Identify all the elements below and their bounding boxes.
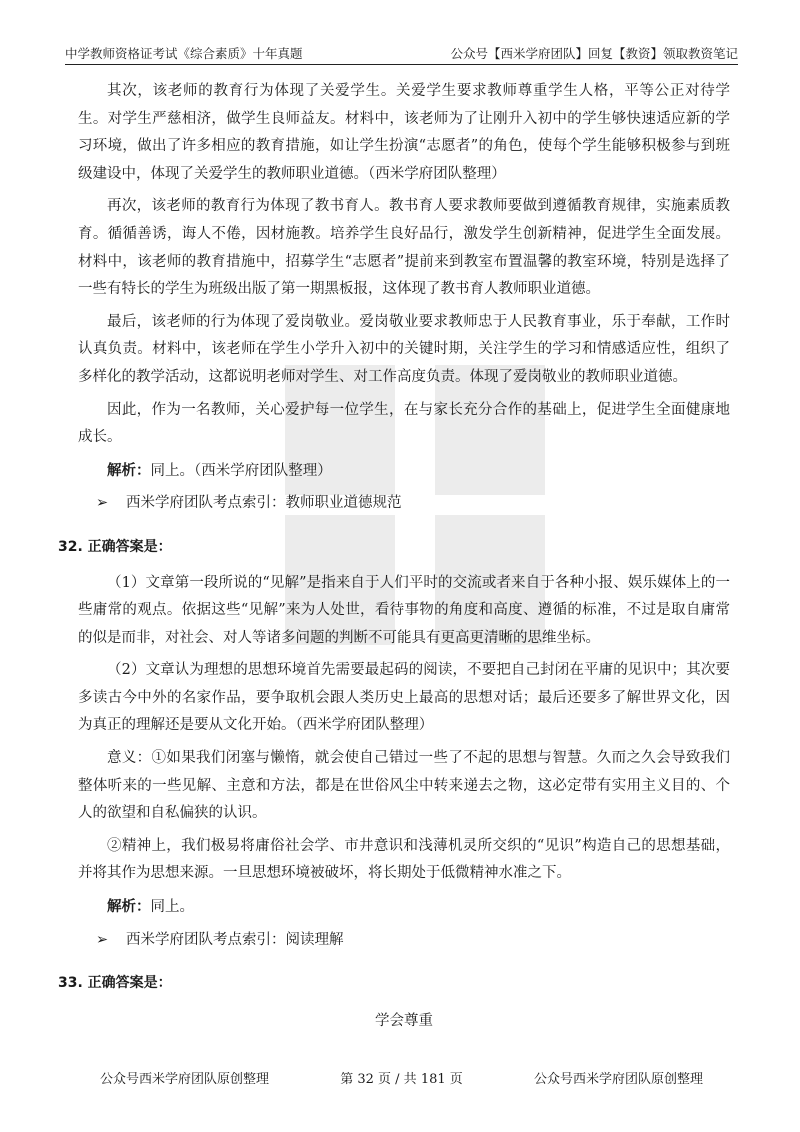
index-bullet (78, 490, 730, 518)
paragraph: 因此，作为一名教师，关心爱护每一位学生，在与家长充分合作的基础上，促进学生全面健康地成长。 (78, 401, 730, 446)
analysis-line (78, 893, 730, 922)
paragraph: （1）文章第一段所说的“见解”是指来自于人们平时的交流或者来自于各种小报、娱乐媒体上的一些庸常的观点。依据这些“见解”来为人处世，看待事物的角度和高度、遵循的标准，不过是取自庸常的似是而非，对社会、对人等诸多问题的判断不可能具有更高更清晰的思维坐标。 (78, 574, 730, 646)
header-right-notice: 公众号【西米学府团队】回复【教资】领取教资笔记 (450, 46, 738, 61)
paragraph: ②精神上，我们极易将庸俗社会学、市井意识和浅薄机灵所交织的“见识”构造自己的思想基础，并将其作为思想来源。一旦思想环境被破坏，将长期处于低微精神水准之下。 (78, 837, 730, 882)
analysis-line (78, 457, 730, 486)
footer-right: 公众号西米学府团队原创整理 (533, 1072, 703, 1087)
header-left-title: 中学教师资格证考试《综合素质》十年真题 (65, 46, 303, 61)
paragraph: 意义：①如果我们闭塞与懒惰，就会使自己错过一些了不起的思想与智慧。久而之久会导致我们整体听来的一些见解、主意和方法，都是在世俗风尘中转来递去之物，这必定带有实用主义目的、个人的欲望和自私偏狭的认识。 (78, 750, 730, 822)
page-content (58, 78, 730, 1035)
arrow-bullet-icon: ➢ (96, 495, 109, 512)
essay-title: 学会尊重 (375, 1012, 433, 1029)
footer-left: 公众号西米学府团队原创整理 (100, 1072, 270, 1087)
analysis-text: 同上。（西米学府团队整理） (150, 462, 332, 479)
index-text: 西米学府团队考点索引：教师职业道德规范 (126, 495, 402, 512)
paragraph: （2）文章认为理想的思想环境首先需要最起码的阅读，不要把自己封闭在平庸的见识中；其次要多读古今中外的名家作品，要争取机会跟人类历史上最高的思想对话；最后还要多了解世界文化，因为真正的理解还是要从文化开始。（西米学府团队整理） (78, 662, 730, 734)
analysis-text: 同上。 (150, 899, 194, 916)
paragraph: 最后，该老师的行为体现了爱岗敬业。爱岗敬业要求教师忠于人民教育事业，乐于奉献，工作时认真负责。材料中，该老师在学生小学升入初中的关键时期，关注学生的学习和情感适应性，组织了多样化的教学活动，这都说明老师对学生、对工作高度负责。体现了爱岗敬业的教师职业道德。 (78, 313, 730, 385)
analysis-label: 解析： (107, 461, 151, 479)
page-header (65, 40, 738, 65)
page-number: 第 32 页 / 共 181 页 (340, 1072, 463, 1087)
question-32-heading: 32. 正确答案是： (58, 538, 172, 555)
paragraph: 再次，该老师的教育行为体现了教书育人。教书育人要求教师要做到遵循教育规律，实施素质教育。循循善诱，诲人不倦，因材施教。培养学生良好品行，激发学生创新精神，促进学生全面发展。材料中，该老师的教育措施中，招募学生“志愿者”提前来到教室布置温馨的教室环境，特别是选择了一些有特长的学生为班级出版了第一期黑板报，这体现了教书育人教师职业道德。 (78, 198, 730, 298)
paragraph: 其次，该老师的教育行为体现了关爱学生。关爱学生要求教师尊重学生人格，平等公正对待学生。对学生严慈相济，做学生良师益友。材料中，该老师为了让刚升入初中的学生够快速适应新的学习环境，做出了许多相应的教育措施，如让学生扮演“志愿者”的角色，使每个学生能够积极参与到班级建设中，体现了关爱学生的教师职业道德。（西米学府团队整理） (78, 83, 730, 182)
analysis-label: 解析： (107, 898, 151, 916)
arrow-bullet-icon: ➢ (96, 931, 109, 948)
index-bullet (78, 927, 730, 955)
question-33-heading: 33. 正确答案是： (58, 975, 172, 992)
index-text: 西米学府团队考点索引：阅读理解 (126, 931, 344, 948)
